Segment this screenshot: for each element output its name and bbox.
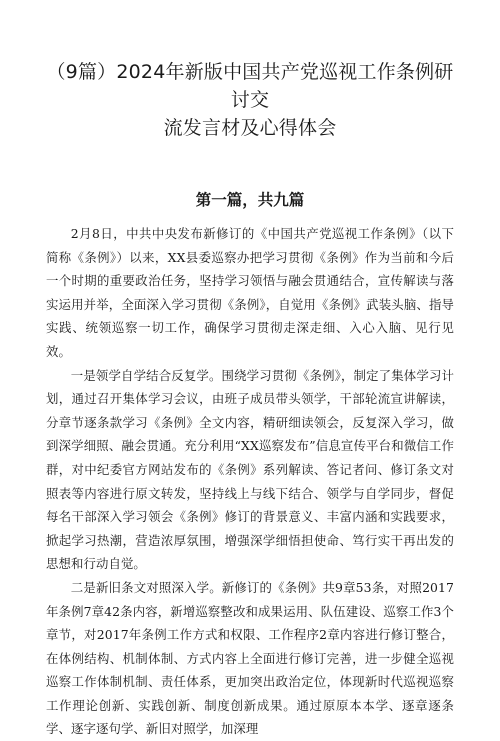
document-title-line-1: （9篇）2024年新版中国共产党巡视工作条例研讨交	[46, 61, 454, 111]
document-title-line-2: 流发言材及心得体会	[163, 117, 337, 139]
paragraph-1: 2月8日，中共中央发布新修订的《中国共产党巡视工作条例》（以下简称《条例》）以来，XX县委巡察办把学习贯彻《条例》作为当前和今后一个时期的重要政治任务，坚持学习领悟与融会贯通结合，宣传解读与落实运用并举，全面深入学习贯彻《条例》，自觉用《条例》武装头脑、指导实践、统领巡察一切工作，确保学习贯彻走深走细、入心入脑、见行见效。	[46, 226, 454, 359]
document-title	[46, 58, 454, 142]
paragraph-3: 二是新旧条文对照深入学。新修订的《条例》共9章53条，对照2017年条例7章42条内容，新增巡察整改和成果运用、队伍建设、巡察工作3个章节，对2017年条例工作方式和权限、工作程序2章内容进行修订整合，在体例结构、机制体制、方式内容上全面进行修订完善，进一步健全巡视巡察工作体制机制、责任体系，更加突出政治定位，体现新时代巡视巡察工作理论创新、实践创新、制度创新成果。通过原原本本学、逐章逐条学、逐字逐句学、新旧对照学，加深理	[46, 579, 454, 737]
paragraph-2: 一是领学自学结合反复学。围绕学习贯彻《条例》，制定了集体学习计划，通过召开集体学习会议，由班子成员带头领学，干部轮流宣讲解读，分章节逐条款学习《条例》全文内容，精研细读领会，反复深入学习，做到深学细照、融会贯通。充分利用“XX巡察发布”信息宣传平台和微信工作群，对中纪委官方网站发布的《条例》系列解读、答记者问、修订条文对照表等内容进行原文转发，坚持线上与线下结合、领学与自学同步，督促每名干部深入学习领会《条例》修订的背景意义、丰富内涵和实践要求，掀起学习热潮，营造浓厚氛围，增强深学细悟担使命、笃行实干再出发的思想和行动自觉。	[46, 367, 454, 572]
section-title: 第一篇，共九篇	[195, 191, 305, 209]
